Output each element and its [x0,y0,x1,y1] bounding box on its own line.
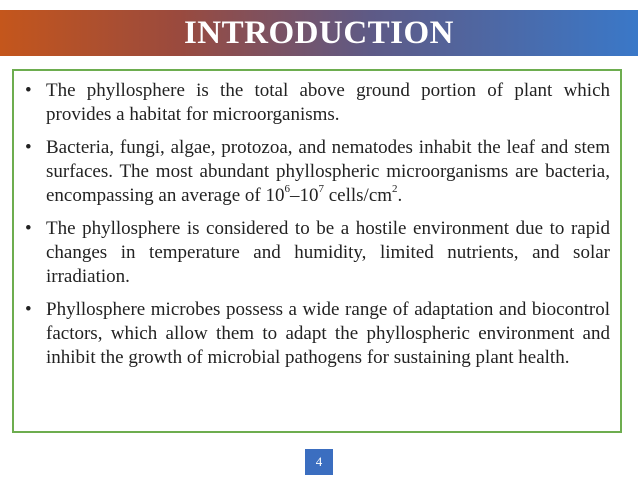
bullet-text: The phyllosphere is the total above ground portion of plant which provides a habitat for microorganisms. [46,80,610,125]
bullet-text: Phyllosphere microbes possess a wide range of adaptation and biocontrol factors, which allow them to adapt the phyllospheric environment and inhibit the growth of microbial pathogens for sustaining plant health. [46,299,610,368]
bullet-icon: • [25,137,32,158]
page-number-badge [305,449,333,475]
bullet-text: The phyllosphere is considered to be a hostile environment due to rapid changes in temperature and humidity, limited nutrients, and solar irradiation. [46,218,610,287]
bullet-item-2 [24,136,610,208]
title-bar [0,10,638,56]
bullet-icon: • [25,299,32,320]
superscript: 2 [392,182,398,195]
bullet-icon: • [25,80,32,101]
bullet-text-part: Bacteria, fungi, algae, protozoa, and nematodes inhabit the leaf and stem surfaces. The most abundant phyllospheric microorganisms are bacteria, encompassing an average of 10 [46,137,610,206]
page-number: 4 [315,454,323,469]
bullet-icon: • [25,218,32,239]
bullet-list [24,79,610,370]
bullet-item-3 [24,217,610,289]
bullet-item-4 [24,298,610,370]
bullet-item-1 [24,79,610,127]
bullet-text-part: . [397,185,403,206]
slide-title: INTRODUCTION [183,14,455,51]
content-box [12,69,622,433]
bullet-text [46,137,610,206]
bullet-text-part: cells/cm [323,185,393,206]
superscript: 6 [284,182,290,195]
superscript: 7 [318,182,324,195]
bullet-text-part: –10 [289,185,319,206]
